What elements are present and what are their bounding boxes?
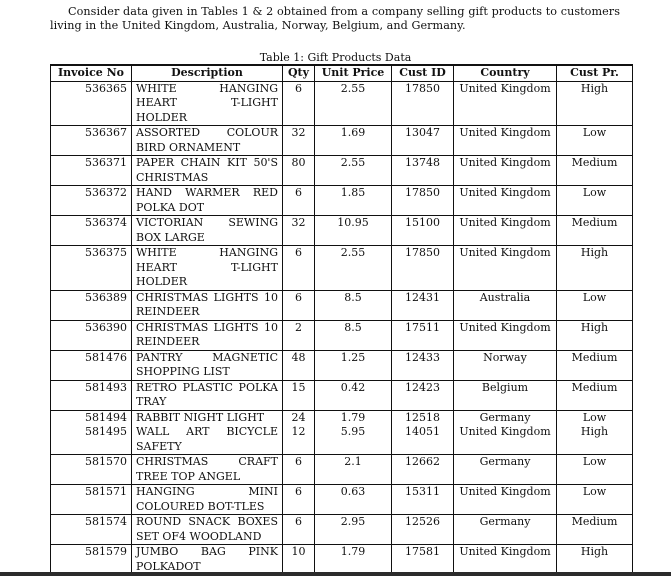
cell-cust-id: 17511 [392,320,454,350]
gift-products-table [50,64,633,575]
header-country: Country [454,65,557,81]
cell-unit-price: 1.79 [315,410,392,425]
table-row [51,246,633,291]
cell-invoice: 536374 [51,216,132,246]
cell-qty: 6 [283,186,315,216]
cell-unit-price: 1.79 [315,545,392,575]
header-qty: Qty [283,65,315,81]
cell-cust-id: 17581 [392,545,454,575]
table-row [51,545,633,575]
table-row [51,380,633,410]
cell-country: Germany [454,455,557,485]
cell-unit-price: 2.1 [315,455,392,485]
cell-description: VICTORIAN SEWING BOX LARGE [132,216,283,246]
cell-unit-price: 10.95 [315,216,392,246]
cell-unit-price: 1.25 [315,350,392,380]
table-caption: Table 1: Gift Products Data [259,51,412,64]
cell-unit-price: 1.85 [315,186,392,216]
cell-cust-id: 14051 [392,425,454,455]
cell-description: WHITE HANGING HEART T-LIGHT HOLDER [132,246,283,291]
cell-country: United Kingdom [454,320,557,350]
table-row [51,485,633,515]
cell-description: RETRO PLASTIC POLKA TRAY [132,380,283,410]
cell-cust-priority: Low [557,455,633,485]
cell-cust-priority: High [557,246,633,291]
intro-paragraph: Consider data given in Tables 1 & 2 obtained from a company selling gift products to customers living in the United Kingdom, Australia, Norway, Belgium, and Germany. [50,5,620,32]
cell-country: United Kingdom [454,216,557,246]
table-row [51,81,633,126]
cell-unit-price: 2.95 [315,515,392,545]
cell-invoice: 536365 [51,81,132,126]
cell-country: United Kingdom [454,545,557,575]
cell-invoice: 536372 [51,186,132,216]
cell-qty: 32 [283,126,315,156]
cell-description: ROUND SNACK BOXES SET OF4 WOODLAND [132,515,283,545]
cell-qty: 10 [283,545,315,575]
cell-country: United Kingdom [454,485,557,515]
cell-country: Germany [454,410,557,425]
cell-cust-priority: High [557,545,633,575]
cell-cust-priority: Low [557,410,633,425]
cell-cust-id: 12431 [392,290,454,320]
cell-country: United Kingdom [454,81,557,126]
cell-cust-priority: Medium [557,156,633,186]
table-row [51,425,633,455]
cell-invoice: 536371 [51,156,132,186]
cell-invoice: 536390 [51,320,132,350]
cell-description: CHRISTMAS LIGHTS 10 REINDEER [132,290,283,320]
cell-cust-priority: Low [557,290,633,320]
cell-country: Belgium [454,380,557,410]
cell-country: Norway [454,350,557,380]
cell-cust-id: 12423 [392,380,454,410]
cell-country: Germany [454,515,557,545]
table-row [51,410,633,425]
cell-qty: 32 [283,216,315,246]
cell-unit-price: 1.69 [315,126,392,156]
cell-description: WALL ART BICYCLE SAFETY [132,425,283,455]
cell-qty: 6 [283,290,315,320]
cell-cust-priority: Medium [557,515,633,545]
cell-invoice: 536367 [51,126,132,156]
cell-invoice: 581579 [51,545,132,575]
cell-qty: 6 [283,455,315,485]
cell-description: PANTRY MAGNETIC SHOPPING LIST [132,350,283,380]
cell-country: Australia [454,290,557,320]
cell-qty: 6 [283,515,315,545]
cell-invoice: 581494 [51,410,132,425]
header-unit-price: Unit Price [315,65,392,81]
cell-cust-priority: High [557,81,633,126]
cell-unit-price: 8.5 [315,290,392,320]
cell-description: JUMBO BAG PINK POLKADOT [132,545,283,575]
cell-description: PAPER CHAIN KIT 50'S CHRISTMAS [132,156,283,186]
cell-cust-priority: High [557,320,633,350]
cell-cust-priority: Low [557,126,633,156]
cell-description: RABBIT NIGHT LIGHT [132,410,283,425]
table-header-row [51,65,633,81]
cell-invoice: 581476 [51,350,132,380]
cell-unit-price: 5.95 [315,425,392,455]
cell-country: United Kingdom [454,126,557,156]
table-row [51,320,633,350]
header-description: Description [132,65,283,81]
cell-cust-priority: Low [557,485,633,515]
cell-description: WHITE HANGING HEART T-LIGHT HOLDER [132,81,283,126]
table-row [51,515,633,545]
cell-unit-price: 2.55 [315,246,392,291]
cell-description: HANGING MINI COLOURED BOT-TLES [132,485,283,515]
cell-cust-id: 12433 [392,350,454,380]
cell-cust-id: 13748 [392,156,454,186]
cell-description: CHRISTMAS CRAFT TREE TOP ANGEL [132,455,283,485]
table-row [51,290,633,320]
cell-cust-id: 17850 [392,246,454,291]
cell-unit-price: 2.55 [315,156,392,186]
cell-cust-priority: High [557,425,633,455]
table-row [51,186,633,216]
table-row [51,156,633,186]
header-cust-priority: Cust Pr. [557,65,633,81]
cell-cust-id: 13047 [392,126,454,156]
cell-qty: 6 [283,246,315,291]
cell-cust-id: 17850 [392,81,454,126]
table-row [51,350,633,380]
header-cust-id: Cust ID [392,65,454,81]
cell-country: United Kingdom [454,425,557,455]
cell-cust-id: 12518 [392,410,454,425]
cell-qty: 24 [283,410,315,425]
cell-unit-price: 0.63 [315,485,392,515]
cell-invoice: 581493 [51,380,132,410]
cell-qty: 15 [283,380,315,410]
cell-qty: 48 [283,350,315,380]
cell-unit-price: 8.5 [315,320,392,350]
table-row [51,455,633,485]
cell-cust-priority: Low [557,186,633,216]
cell-invoice: 536389 [51,290,132,320]
cell-qty: 12 [283,425,315,455]
cell-cust-id: 17850 [392,186,454,216]
table-row [51,216,633,246]
cell-qty: 80 [283,156,315,186]
header-invoice-no: Invoice No [51,65,132,81]
cell-description: ASSORTED COLOUR BIRD ORNAMENT [132,126,283,156]
cell-unit-price: 2.55 [315,81,392,126]
cell-qty: 6 [283,485,315,515]
viewer-bottom-edge [0,572,671,576]
cell-description: CHRISTMAS LIGHTS 10 REINDEER [132,320,283,350]
cell-cust-id: 12662 [392,455,454,485]
cell-cust-priority: Medium [557,216,633,246]
cell-cust-priority: Medium [557,350,633,380]
cell-qty: 6 [283,81,315,126]
cell-cust-id: 15311 [392,485,454,515]
cell-invoice: 536375 [51,246,132,291]
cell-invoice: 581574 [51,515,132,545]
cell-country: United Kingdom [454,246,557,291]
cell-qty: 2 [283,320,315,350]
cell-country: United Kingdom [454,156,557,186]
cell-country: United Kingdom [454,186,557,216]
table-row [51,126,633,156]
cell-invoice: 581570 [51,455,132,485]
cell-cust-priority: Medium [557,380,633,410]
cell-unit-price: 0.42 [315,380,392,410]
cell-invoice: 581571 [51,485,132,515]
cell-invoice: 581495 [51,425,132,455]
cell-cust-id: 15100 [392,216,454,246]
cell-description: HAND WARMER RED POLKA DOT [132,186,283,216]
cell-cust-id: 12526 [392,515,454,545]
